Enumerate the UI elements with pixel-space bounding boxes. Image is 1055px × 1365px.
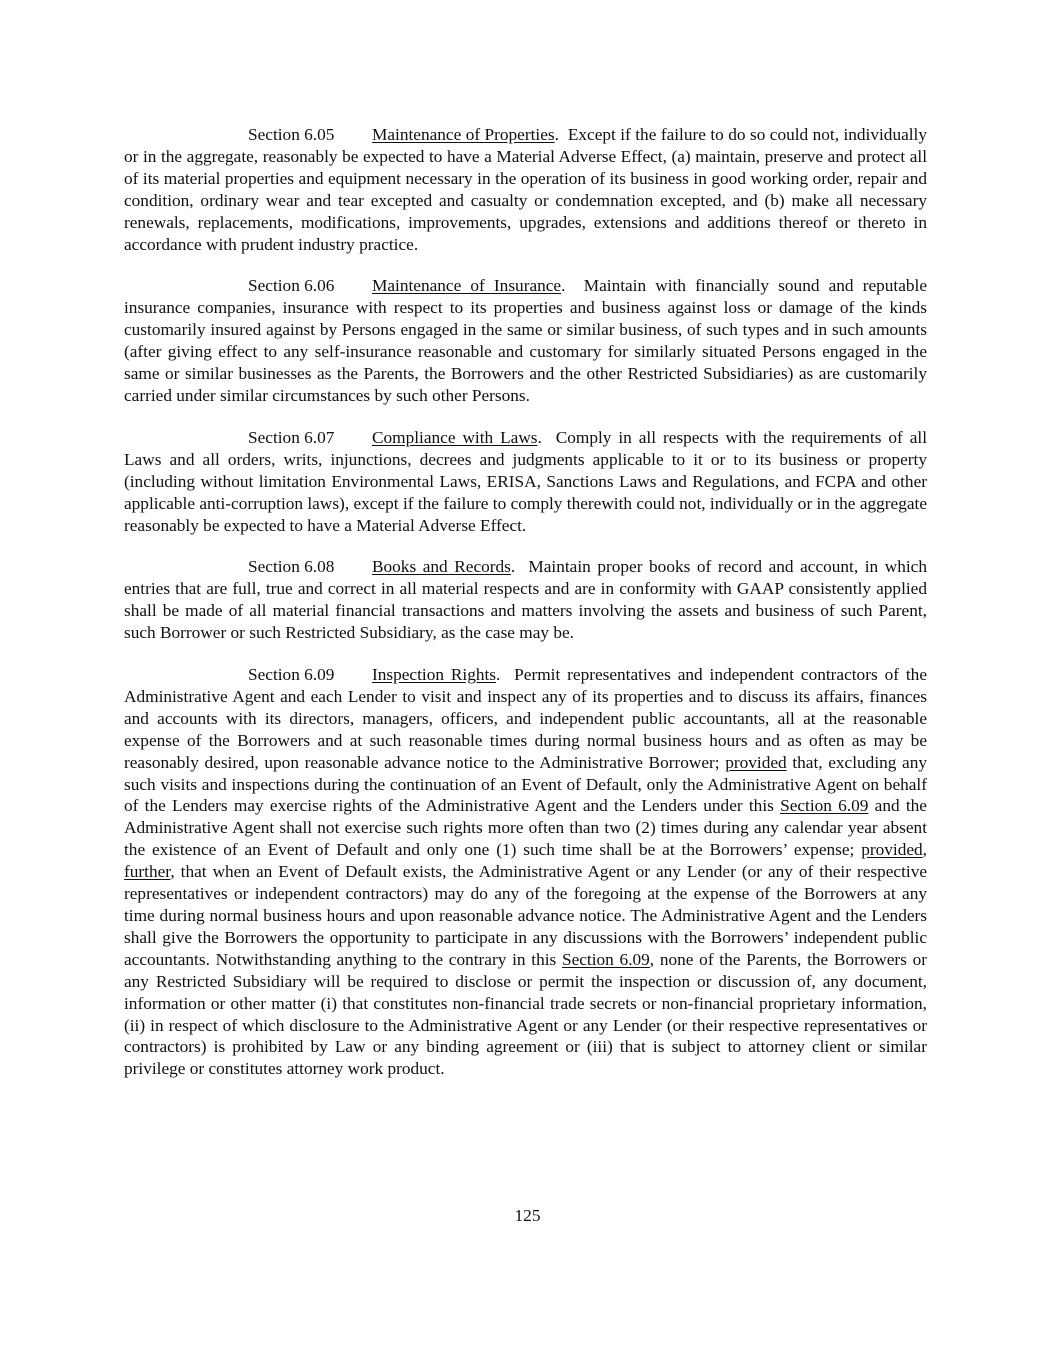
section-6-06: Section 6.06 Maintenance of Insurance. Maintain with financially sound and reputable insurance companies, insurance with respect to its properties and business against loss or damage of the kinds customarily insured against by Persons engaged in the same or similar business, of such types and in such amounts (after giving effect to any self-insurance reasonable and customary for similarly situated Persons engaged in the same or similar businesses as the Parents, the Borrowers and the other Restricted Subsidiaries) as are customarily carried under similar circumstances by such other Persons.: [124, 276, 928, 405]
section-reference: Section 6.09: [780, 796, 869, 816]
page-number: 125: [514, 1206, 541, 1225]
section-body: Maintain with financially sound and reputable insurance companies, insurance with respect to its properties and business against loss or damage of the kinds customarily insured against by Persons engaged in the same or similar business, of such types and in such amounts (after giving effect to any self-insurance reasonable and customary for similarly situated Persons engaged in the same or similar businesses as the Parents, the Borrowers and the other Restricted Subsidiaries) as are customarily carried under similar circumstances by such other Persons.: [124, 276, 928, 405]
section-body-part: and the Administrative Agent shall not exercise such rights more often than two (2) times during any calendar year absent the existence of an Event of Default and only one (1) such time shall be at the Borrowers’ expense;: [124, 796, 927, 860]
section-6-07: Section 6.07 Compliance with Laws. Comply in all respects with the requirements of all Laws and all orders, writs, injunctions, decrees and judgments applicable to it or to its business or property (including without limitation Environmental Laws, ERISA, Sanctions Laws and Regulations, and FCPA and other applicable anti-corruption laws), except if the failure to comply therewith could not, individually or in the aggregate reasonably be expected to have a Material Adverse Effect.: [124, 427, 927, 535]
section-body: Maintain proper books of record and account, in which entries that are full, true and correct in all material respects and are in conformity with GAAP consistently applied shall be made of all material financial transactions and matters involving the assets and business of such Parent, such Borrower or such Restricted Subsidiary, as the case may be.: [124, 557, 927, 643]
document-page: [124, 124, 927, 1100]
section-body: Comply in all respects with the requirements of all Laws and all orders, writs, injunctions, decrees and judgments applicable to it or to its business or property (including without limitation Environmental Laws, ERISA, Sanctions Laws and Regulations, and FCPA and other applicable anti-corruption laws), except if the failure to comply therewith could not, individually or in the aggregate reasonably be expected to have a Material Adverse Effect.: [124, 427, 927, 535]
section-6-05: Section 6.05 Maintenance of Properties. Except if the failure to do so could not, individually or in the aggregate, reasonably be expected to have a Material Adverse Effect, (a) maintain, preserve and protect all of its material properties and equipment necessary in the operation of its business in good working order, repair and condition, ordinary wear and tear excepted and casualty or condemnation excepted, and (b) make all necessary renewals, replacements, modifications, improvements, upgrades, extensions and additions thereof or thereto in accordance with prudent industry practice.: [124, 125, 927, 254]
section-title: Maintenance of Properties: [372, 125, 555, 144]
provided-term: provided: [725, 752, 787, 772]
section-title: Inspection Rights: [372, 665, 497, 685]
section-title: Maintenance of Insurance: [372, 276, 562, 296]
provided-term: provided: [861, 840, 923, 860]
section-number: Section 6.09: [248, 665, 335, 685]
further-term: further: [124, 862, 171, 882]
section-body: Except if the failure to do so could not, individually or in the aggregate, reasonably be expected to have a Material Adverse Effect, (a) maintain, preserve and protect all of its material properties and equipment necessary in the operation of its business in good working order, repair and condition, ordinary wear and tear excepted and casualty or condemnation excepted, and (b) make all necessary renewals, replacements, modifications, improvements, upgrades, extensions and additions thereof or thereto in accordance with prudent industry practice.: [124, 125, 927, 254]
section-body-part: that when an Event of Default exists, the Administrative Agent or any Lender (or any of their respective representatives or independent contractors) may do any of the foregoing at the expense of the Borrowers at any time during normal business hours and upon reasonable advance notice. The Administrative Agent and the Lenders shall give the Borrowers the opportunity to participate in any discussions with the Borrowers’ independent public accountants. Notwithstanding anything to the contrary in this: [124, 862, 928, 969]
section-6-08: Section 6.08 Books and Records. Maintain proper books of record and account, in which entries that are full, true and correct in all material respects and are in conformity with GAAP consistently applied shall be made of all material financial transactions and matters involving the assets and business of such Parent, such Borrower or such Restricted Subsidiary, as the case may be.: [124, 557, 927, 643]
section-title: Compliance with Laws: [372, 427, 538, 447]
section-number: Section 6.08: [248, 557, 335, 577]
section-body-part: Permit representatives and independent contractors of the Administrative Agent and each Lender to visit and inspect any of its properties and to discuss its affairs, finances and accounts with its directors, managers, officers, and independent public accountants, all at the reasonable expense of the Borrowers and at such reasonable times during normal business hours and as often as may be reasonably desired, upon reasonable advance notice to the Administrative Borrower;: [124, 665, 927, 772]
section-body-part: , none of the Parents, the Borrowers or any Restricted Subsidiary will be required to disclose or permit the inspection or discussion of, any document, information or other matter (i) that constitutes non-financial trade secrets or non-financial proprietary information, (ii) in respect of which disclosure to the Administrative Agent or any Lender (or their respective representatives or contractors) is prohibited by Law or any binding agreement or (iii) that is subject to attorney client or similar privilege or constitutes attorney work product.: [124, 949, 927, 1079]
section-number: Section 6.05: [248, 125, 335, 144]
section-title: Books and Records: [372, 557, 511, 577]
section-6-09: Section 6.09 Inspection Rights. Permit representatives and independent contractors of the Administrative Agent and each Lender to visit and inspect any of its properties and to discuss its affairs, finances and accounts with its directors, managers, officers, and independent public accountants, all at the reasonable expense of the Borrowers and at such reasonable times during normal business hours and as often as may be reasonably desired, upon reasonable advance notice to the Administrative Borrower; provided that, excluding any such visits and inspections during the continuation of an Event of Default, only the Administrative Agent on behalf of the Lenders may exercise rights of the Administrative Agent and the Lenders under this Section 6.09 and the Administrative Agent shall not exercise such rights more often than two (2) times during any calendar year absent the existence of an Event of Default and only one (1) such time shall be at the Borrowers’ expense; provided, further, that when an Event of Default exists, the Administrative Agent or any Lender (or any of their respective representatives or independent contractors) may do any of the foregoing at the expense of the Borrowers at any time during normal business hours and upon reasonable advance notice. The Administrative Agent and the Lenders shall give the Borrowers the opportunity to participate in any discussions with the Borrowers’ independent public accountants. Notwithstanding anything to the contrary in this Section 6.09, none of the Parents, the Borrowers or any Restricted Subsidiary will be required to disclose or permit the inspection or discussion of, any document, information or other matter (i) that constitutes non-financial trade secrets or non-financial proprietary information, (ii) in respect of which disclosure to the Administrative Agent or any Lender (or their respective representatives or contractors) is prohibited by Law or any binding agreement or (iii) that is subject to attorney client or similar privilege or constitutes attorney work product.: [124, 665, 928, 1079]
section-number: Section 6.07: [248, 427, 335, 447]
section-number: Section 6.06: [248, 276, 335, 296]
section-body-part: that, excluding any such visits and inspections during the continuation of an Event of Default, only the Administrative Agent on behalf of the Lenders may exercise rights of the Administrative Agent and the Lenders under this: [124, 752, 928, 816]
section-reference: Section 6.09: [561, 949, 650, 969]
